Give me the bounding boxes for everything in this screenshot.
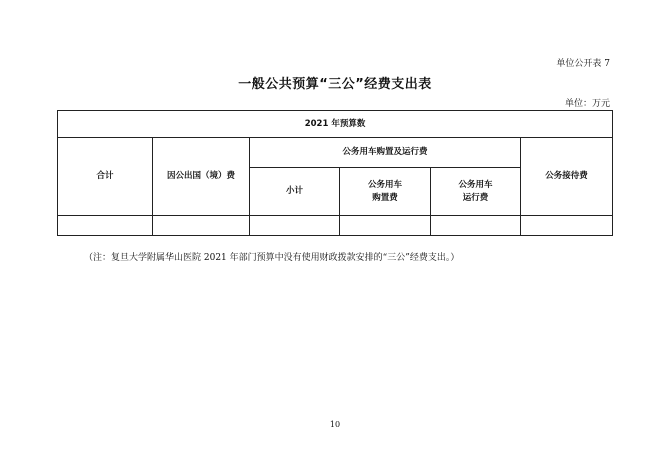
table-row bbox=[58, 216, 613, 236]
table-header-row bbox=[58, 111, 613, 138]
page-code: 单位公开表 7 bbox=[556, 59, 610, 69]
header-reception: 公务接待费 bbox=[521, 138, 613, 216]
header-total: 合计 bbox=[58, 138, 153, 216]
header-abroad: 因公出国（境）费 bbox=[153, 138, 250, 216]
three-public-expenses-table bbox=[57, 110, 613, 236]
footnote: （注：复旦大学附属华山医院 2021 年部门预算中没有使用财政拨款安排的“三公”经费支出。） bbox=[84, 253, 460, 263]
table-cell bbox=[250, 216, 340, 236]
table-cell bbox=[521, 216, 613, 236]
table-cell bbox=[58, 216, 153, 236]
header-vehicle-purchase: 公务用车 购置费 bbox=[340, 168, 431, 216]
page-number: 10 bbox=[329, 420, 341, 429]
table-cell bbox=[340, 216, 431, 236]
header-vehicle-group: 公务用车购置及运行费 bbox=[250, 138, 521, 168]
table-header-row bbox=[58, 138, 613, 168]
unit-label: 单位：万元 bbox=[564, 99, 610, 109]
header-vehicle-operation: 公务用车 运行费 bbox=[431, 168, 521, 216]
page-title: 一般公共预算“三公”经费支出表 bbox=[238, 77, 432, 92]
table-cell bbox=[153, 216, 250, 236]
header-subtotal: 小计 bbox=[250, 168, 340, 216]
table-cell bbox=[431, 216, 521, 236]
year-header: 2021 年预算数 bbox=[58, 111, 613, 138]
